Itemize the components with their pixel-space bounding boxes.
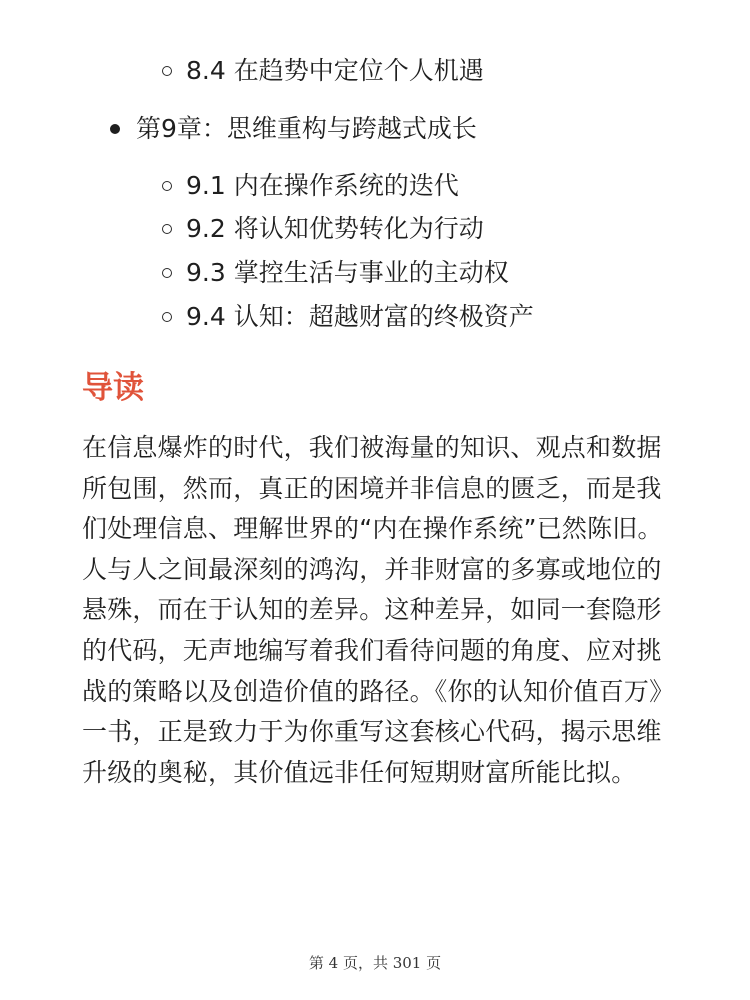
toc-subitem-9-2[interactable] (162, 212, 484, 246)
toc-subitem-8-4[interactable] (162, 54, 484, 88)
hollow-bullet-icon (162, 268, 172, 278)
toc-item-label: 8.4 在趋势中定位个人机遇 (186, 56, 484, 85)
toc-subitem-9-3[interactable] (162, 256, 509, 290)
toc-item-label: 9.2 将认知优势转化为行动 (186, 214, 484, 243)
toc-item-label: 9.4 认知：超越财富的终极资产 (186, 302, 534, 331)
toc-chapter-9[interactable] (110, 112, 477, 146)
intro-paragraph: 在信息爆炸的时代，我们被海量的知识、观点和数据所包围，然而，真正的困境并非信息的匮乏，而是我们处理信息、理解世界的“内在操作系统”已然陈旧。人与人之间最深刻的鸿沟，并非财富的多寡或地位的悬殊，而在于认知的差异。这种差异，如同一套隐形的代码，无声地编写着我们看待问题的角度、应对挑战的策略以及创造价值的路径。《你的认知价值百万》一书，正是致力于为你重写这套核心代码，揭示思维升级的奥秘，其价值远非任何短期财富所能比拟。 (82, 433, 663, 787)
toc-item-label: 9.1 内在操作系统的迭代 (186, 171, 459, 200)
hollow-bullet-icon (162, 224, 172, 234)
toc-subitem-9-4[interactable] (162, 300, 534, 334)
toc-subitem-9-1[interactable] (162, 169, 459, 203)
toc-item-label: 9.3 掌控生活与事业的主动权 (186, 258, 509, 287)
hollow-bullet-icon (162, 66, 172, 76)
section-heading: 导读 (82, 370, 144, 406)
toc-item-label: 第9章：思维重构与跨越式成长 (136, 114, 477, 143)
page-number-footer: 第 4 页，共 301 页 (308, 954, 442, 972)
filled-bullet-icon (110, 124, 120, 134)
hollow-bullet-icon (162, 181, 172, 191)
hollow-bullet-icon (162, 312, 172, 322)
